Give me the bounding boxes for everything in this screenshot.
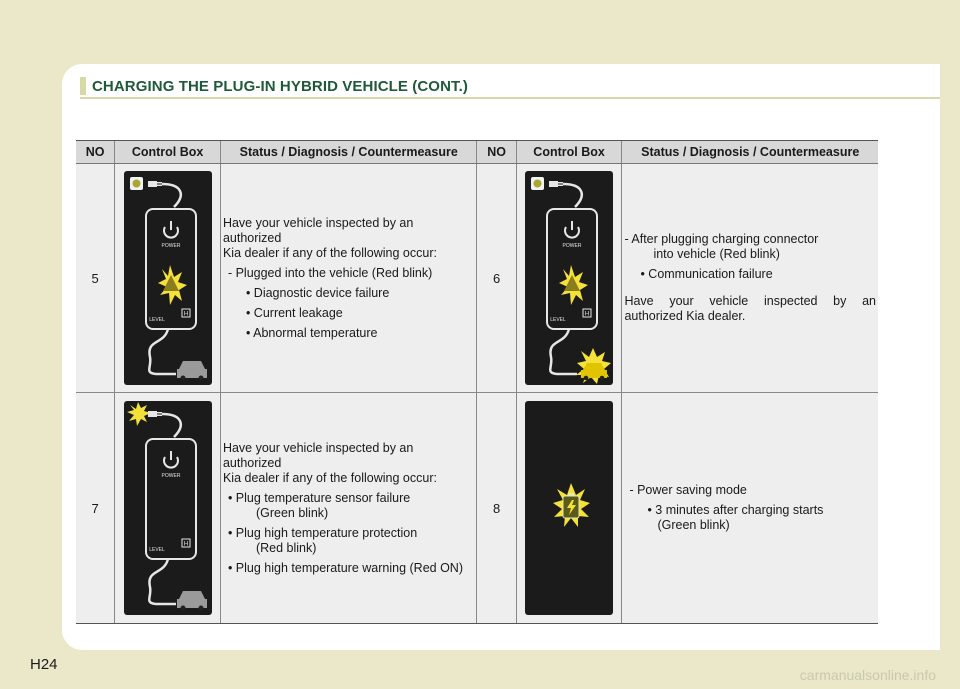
header-rule: [80, 97, 940, 99]
h-label: H: [183, 541, 188, 548]
status-description: - After plugging charging connector into vehicle (Red blink) • Communication failure Have your vehicle inspected by an authorized Kia dealer.: [622, 164, 878, 393]
row-number: 5: [76, 164, 115, 393]
power-label: POWER: [161, 473, 181, 479]
status-description: - Power saving mode • 3 minutes after charging starts (Green blink): [622, 393, 878, 624]
battery-icon: [553, 483, 590, 527]
column-header: NO: [76, 141, 115, 164]
control-box-cell: [115, 393, 221, 624]
column-header: Control Box: [115, 141, 221, 164]
status-description: Have your vehicle inspected by an authorized Kia dealer if any of the following occur: - Plugged into the vehicle (Red blink) • Diagnostic device failure • Current leakage • Abnormal temperature: [220, 164, 477, 393]
car-icon: [576, 348, 611, 384]
warning-icon: [158, 265, 187, 305]
plug-icon: [127, 402, 162, 426]
car-icon: [177, 591, 207, 611]
level-label: LEVEL: [550, 317, 566, 323]
power-icon: [164, 221, 178, 238]
control-box-image: [525, 171, 613, 385]
control-box-status-table: [76, 140, 878, 624]
power-label: POWER: [161, 243, 181, 249]
column-header: NO: [477, 141, 516, 164]
column-header: Status / Diagnosis / Countermeasure: [622, 141, 878, 164]
table-header-row: [76, 141, 878, 164]
car-icon: [177, 361, 207, 381]
table-row: [76, 164, 878, 393]
control-box-image: [525, 401, 613, 615]
page-number: H24: [30, 656, 58, 673]
power-icon: [565, 221, 579, 238]
plug-icon: [531, 177, 563, 190]
table-row: [76, 393, 878, 624]
row-number: 8: [477, 393, 516, 624]
control-box-image: [124, 401, 212, 615]
control-box-cell: [115, 164, 221, 393]
control-box-cell: [516, 393, 622, 624]
section-header: [80, 76, 468, 96]
header-accent-bar: [80, 77, 86, 95]
column-header: Status / Diagnosis / Countermeasure: [220, 141, 477, 164]
watermark: carmanualsonline.info: [799, 667, 936, 683]
row-number: 6: [477, 164, 516, 393]
level-label: LEVEL: [148, 547, 165, 553]
power-icon: [164, 451, 178, 468]
warning-icon: [559, 265, 588, 305]
section-title: CHARGING THE PLUG-IN HYBRID VEHICLE (CONT.): [92, 77, 468, 95]
row-number: 7: [76, 393, 115, 624]
column-header: Control Box: [516, 141, 622, 164]
plug-icon: [130, 177, 162, 190]
status-description: Have your vehicle inspected by an authorized Kia dealer if any of the following occur: • Plug temperature sensor failure (Green blink) • Plug high temperature protection (Red blink) • Plug high temperature warning (Red ON): [220, 393, 477, 624]
power-label: POWER: [562, 243, 582, 249]
control-box-cell: [516, 164, 622, 393]
level-label: LEVEL: [148, 317, 165, 323]
h-label: H: [584, 311, 590, 318]
manual-page: [62, 64, 940, 650]
h-label: H: [183, 311, 188, 318]
control-box-image: [124, 171, 212, 385]
